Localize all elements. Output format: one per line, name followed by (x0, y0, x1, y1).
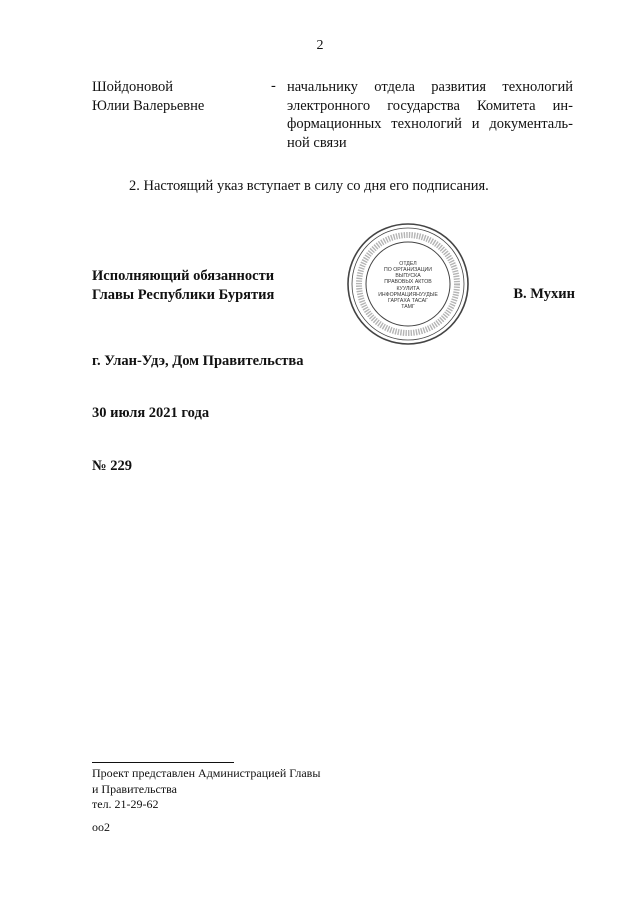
position-line: ной связи (287, 134, 347, 151)
position-line: начальнику отдела развития технологий (287, 79, 573, 95)
signing-place: г. Улан-Удэ, Дом Правительства (92, 353, 304, 369)
signer-name: В. Мухин (513, 286, 575, 302)
signatory-title-line: Главы Республики Бурятия (92, 286, 275, 303)
appointee-surname: Шойдоновой (92, 79, 174, 95)
appointment-dash: - (271, 78, 276, 94)
seal-text-line: ОТДЕЛ (399, 261, 417, 267)
signatory-title-line: Исполняющий обязанности (92, 268, 275, 284)
seal-text-line: ПРАВОВЫХ АКТОВ (384, 279, 432, 285)
page-number: 2 (316, 38, 324, 53)
seal-text-line: ТАМГ (401, 304, 415, 310)
footnote (92, 766, 320, 813)
position-line: электронного государства Комитета ин- (287, 97, 573, 114)
official-seal (346, 222, 470, 346)
appointee-given-names: Юлии Валерьевне (92, 97, 205, 114)
position-line: формационных технологий и документаль- (287, 116, 573, 132)
appointee-position (287, 78, 573, 152)
document-code: оо2 (92, 820, 110, 834)
seal-text-line: ИНФОРМАЦИЯНУУДЫЕ (378, 292, 438, 298)
clause-2: 2. Настоящий указ вступает в силу со дня его подписания. (129, 178, 489, 194)
footnote-phone: тел. 21-29-62 (92, 797, 159, 811)
footnote-divider (92, 762, 234, 763)
seal-text-line: КУУЛИТА (396, 286, 420, 292)
footnote-line: Проект представлен Администрацией Главы (92, 766, 321, 780)
appointee-name (92, 78, 204, 115)
seal-text-line: ПО ОРГАНИЗАЦИИ (384, 267, 432, 273)
seal-text-line: ГАРГАХА ТАСАГ (388, 298, 428, 304)
seal-text-line: ВЫПУСКА (395, 273, 421, 279)
signing-date: 30 июля 2021 года (92, 405, 210, 421)
decree-number: № 229 (92, 458, 132, 474)
signatory-title (92, 267, 274, 304)
footnote-line: и Правительства (92, 781, 177, 796)
